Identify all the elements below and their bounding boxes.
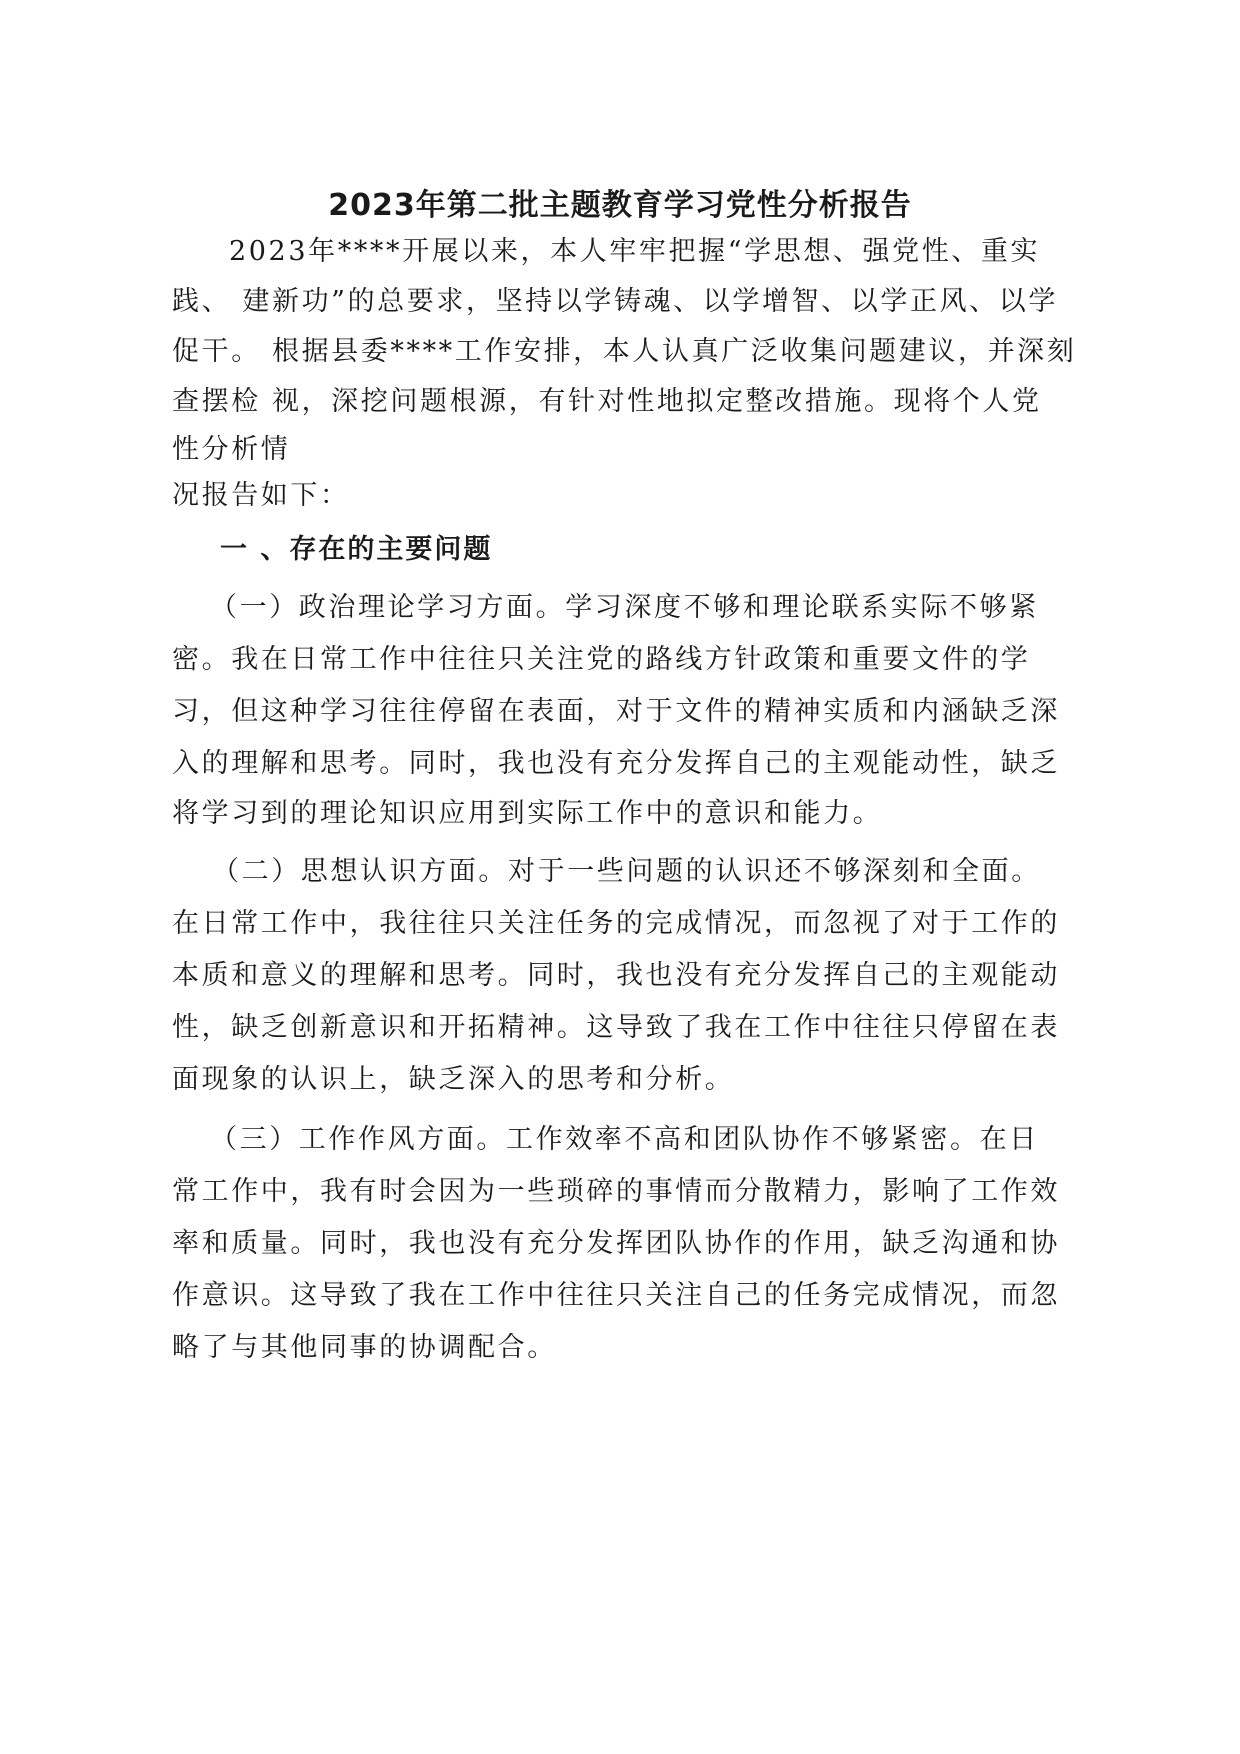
- para1-line-4: 入的理解和思考。同时，我也没有充分发挥自己的主观能动性，缺乏: [172, 748, 1060, 779]
- para1-line-2: 密。我在日常工作中往往只关注党的路线方针政策和重要文件的学: [172, 644, 1031, 675]
- para3-line-3: 率和质量。同时，我也没有充分发挥团队协作的作用，缺乏沟通和协: [172, 1228, 1060, 1259]
- para1-line-3: 习，但这种学习往往停留在表面，对于文件的精神实质和内涵缺乏深: [172, 696, 1060, 727]
- intro-line-5: 性分析情: [172, 434, 291, 465]
- para2-line-5: 面现象的认识上，缺乏深入的思考和分析。: [172, 1064, 735, 1095]
- para1-line-5: 将学习到的理论知识应用到实际工作中的意识和能力。: [172, 798, 883, 829]
- para2-line-4: 性，缺乏创新意识和开拓精神。这导致了我在工作中往往只停留在表: [172, 1012, 1060, 1043]
- para3-line-1: （三）工作作风方面。工作效率不高和团队协作不够紧密。在日: [210, 1124, 1039, 1155]
- intro-line-3: 促干。 根据县委****工作安排，本人认真广泛收集问题建议，并深刻: [172, 336, 1077, 367]
- para2-line-2: 在日常工作中，我往往只关注任务的完成情况，而忽视了对于工作的: [172, 908, 1060, 939]
- intro-line-4: 查摆检 视，深挖问题根源，有针对性地拟定整改措施。现将个人党: [172, 386, 1042, 417]
- para3-line-4: 作意识。这导致了我在工作中往往只关注自己的任务完成情况，而忽: [172, 1280, 1060, 1311]
- para3-line-2: 常工作中，我有时会因为一些琐碎的事情而分散精力，影响了工作效: [172, 1176, 1060, 1207]
- document-title: 2023年第二批主题教育学习党性分析报告: [328, 188, 912, 223]
- intro-line-2: 践、 建新功”的总要求，坚持以学铸魂、以学增智、以学正风、以学: [172, 286, 1058, 317]
- para3-line-5: 略了与其他同事的协调配合。: [172, 1332, 557, 1363]
- section-heading: 一 、存在的主要问题: [220, 534, 493, 565]
- intro-line-1: 2023年****开展以来，本人牢牢把握“学思想、强党性、重实: [229, 236, 1041, 267]
- intro-line-6: 况报告如下：: [172, 480, 350, 511]
- para1-line-1: （一）政治理论学习方面。学习深度不够和理论联系实际不够紧: [210, 592, 1039, 623]
- para2-line-1: （二）思想认识方面。对于一些问题的认识还不够深刻和全面。: [212, 856, 1041, 887]
- para2-line-3: 本质和意义的理解和思考。同时，我也没有充分发挥自己的主观能动: [172, 960, 1060, 991]
